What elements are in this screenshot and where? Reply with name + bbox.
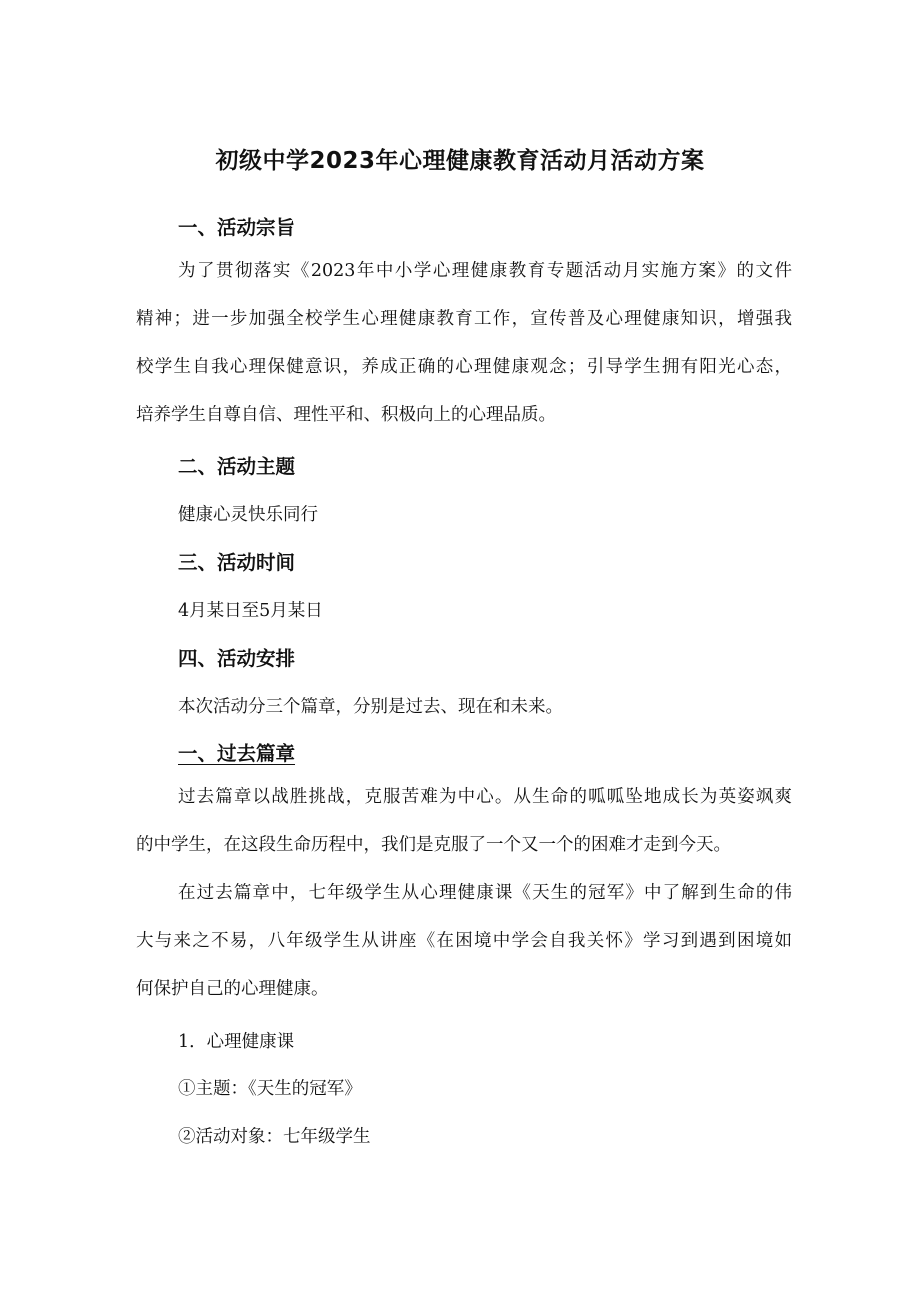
purpose-line-1: 为了贯彻落实《2023年中小学心理健康教育专题活动月实施方案》的文件 (178, 261, 792, 281)
section-heading-time: 三、活动时间 (178, 551, 296, 574)
past-p2-line-2: 大与来之不易，八年级学生从讲座《在困境中学会自我关怀》学习到遇到困境如 (136, 931, 792, 951)
past-p1-line-2: 的中学生，在这段生命历程中，我们是克服了一个又一个的困难才走到今天。 (136, 835, 731, 855)
list-item-1-sub-1: ①主题：《天生的冠军》 (178, 1079, 362, 1099)
list-item-1: 1．心理健康课 (178, 1032, 295, 1052)
past-paragraph-1 (136, 773, 792, 869)
time-text: 4月某日至5月某日 (178, 601, 323, 621)
purpose-line-2: 精神；进一步加强全校学生心理健康教育工作，宣传普及心理健康知识，增强我 (136, 309, 792, 329)
purpose-line-3: 校学生自我心理保健意识，养成正确的心理健康观念；引导学生拥有阳光心态， (136, 357, 792, 377)
section-heading-arrangement: 四、活动安排 (178, 647, 296, 670)
purpose-paragraph (136, 247, 792, 439)
section-heading-purpose: 一、活动宗旨 (178, 216, 296, 239)
arrangement-text: 本次活动分三个篇章，分别是过去、现在和未来。 (178, 697, 563, 717)
document-title: 初级中学2023年心理健康教育活动月活动方案 (215, 148, 705, 174)
past-p2-line-3: 何保护自己的心理健康。 (136, 979, 329, 999)
past-paragraph-2 (136, 869, 792, 1013)
past-p1-line-1: 过去篇章以战胜挑战，克服苦难为中心。从生命的呱呱坠地成长为英姿飒爽 (178, 787, 792, 807)
past-p2-line-1: 在过去篇章中，七年级学生从心理健康课《天生的冠军》中了解到生命的伟 (178, 883, 792, 903)
purpose-line-4: 培养学生自尊自信、理性平和、积极向上的心理品质。 (136, 405, 556, 425)
theme-text: 健康心灵快乐同行 (178, 505, 318, 525)
section-heading-past: 一、过去篇章 (178, 742, 296, 765)
section-heading-theme: 二、活动主题 (178, 455, 296, 478)
list-item-1-sub-2: ②活动对象：七年级学生 (178, 1127, 371, 1147)
